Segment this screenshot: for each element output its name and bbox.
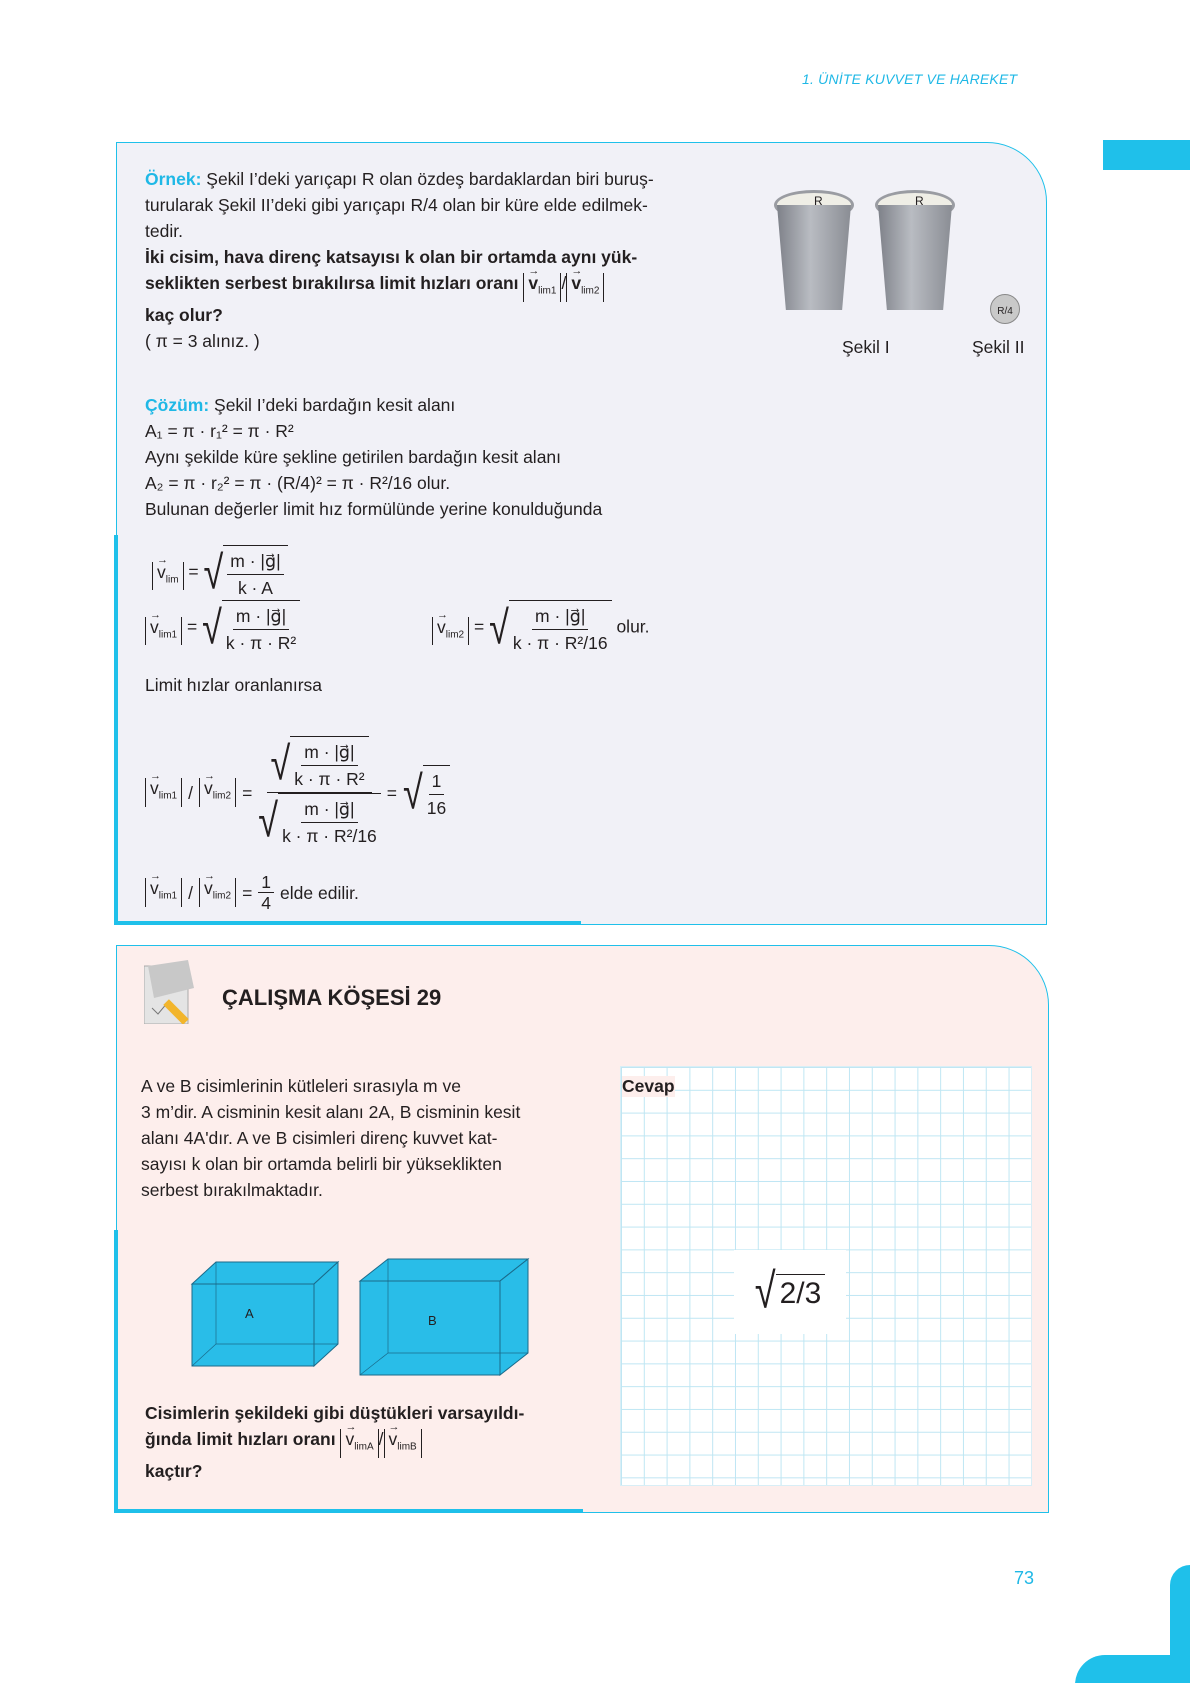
- text: /: [188, 782, 193, 803]
- note: ( π = 3 alınız. ): [145, 330, 260, 351]
- text: → v: [150, 778, 159, 798]
- limit-formula: → $v_{lim}$ = √ $\frac{m \cdot |g⃗|}{k \cdot A}$: [152, 545, 288, 601]
- text: elde edilir.: [280, 882, 359, 903]
- text: → v: [437, 617, 446, 637]
- text: lim2: [581, 285, 600, 297]
- cube-label: A: [245, 1306, 254, 1321]
- limit-formula-2: → $v_{lim2}$ = √ $\frac{m \cdot |g⃗|}{\text{k · π · R²/16}}$ olur.: [432, 600, 650, 656]
- radius-label: R: [814, 194, 823, 208]
- text: 2/3: [776, 1274, 826, 1311]
- solution-label: Çözüm:: [145, 395, 210, 415]
- text: ğında limit hızları oranı: [145, 1429, 336, 1449]
- text: =: [242, 782, 253, 803]
- text: limA: [354, 1441, 374, 1453]
- unit-header: 1. ÜNİTE KUVVET VE HAREKET: [802, 71, 1018, 87]
- text: /: [378, 1429, 384, 1449]
- answer-label: Cevap: [622, 1076, 675, 1096]
- radius-label: R: [915, 194, 924, 208]
- text: → v: [571, 273, 581, 293]
- text: k · A: [237, 578, 273, 598]
- text: lim2: [212, 890, 232, 902]
- text: =: [242, 882, 253, 903]
- notepad-pencil-icon: [144, 958, 202, 1024]
- text: m · |g⃗|: [227, 548, 283, 575]
- question: İki cisim, hava direnç katsayısı k olan bir ortamda aynı yük-: [145, 247, 638, 267]
- practice-title: ÇALIŞMA KÖŞESİ 29: [222, 985, 442, 1010]
- box-accent: [114, 535, 118, 925]
- text: lim1: [158, 890, 178, 902]
- text: 16: [426, 797, 447, 818]
- example-text: [145, 166, 765, 354]
- text: → v: [150, 878, 159, 898]
- text: tedir.: [145, 221, 183, 241]
- text: serbest bırakılmaktadır.: [141, 1180, 323, 1200]
- text: k · π · R²/16: [512, 633, 608, 653]
- question: kaç olur?: [145, 304, 223, 325]
- text: limB: [397, 1441, 417, 1453]
- practice-text: [141, 1073, 601, 1203]
- text: Şekil I’deki bardağın kesit alanı: [209, 395, 456, 415]
- practice-question: [145, 1400, 615, 1484]
- text: Cisimlerin şekildeki gibi düştükleri varsayıldı-: [145, 1403, 525, 1423]
- result-formula: [145, 872, 359, 913]
- text: kaçtır?: [145, 1460, 203, 1481]
- text: k · π · R²/16: [282, 826, 377, 846]
- figure-caption: Şekil II: [972, 337, 1025, 357]
- cube-b: [358, 1257, 530, 1382]
- text: 1: [429, 768, 445, 795]
- text: m · |g⃗|: [233, 603, 289, 630]
- text: m · |g⃗|: [301, 739, 357, 766]
- text: alanı 4A'dır. A ve B cisimleri direnç kuvvet kat-: [141, 1128, 498, 1148]
- answer-value: √ 2/3: [734, 1250, 846, 1334]
- text: =: [386, 782, 398, 803]
- text: Bulunan değerler limit hız formülünde yerine konulduğunda: [145, 499, 603, 519]
- text: 3 m’dir. A cisminin kesit alanı 2A, B cisminin kesit: [141, 1102, 521, 1122]
- text: k · π · R²: [294, 769, 365, 789]
- box-accent: [114, 1509, 583, 1513]
- question: seklikten serbest bırakılırsa limit hızları oranı: [145, 273, 519, 293]
- box-accent: [114, 921, 581, 925]
- solution-text: [145, 392, 845, 522]
- text: lim2: [212, 790, 232, 802]
- text: → v: [150, 617, 159, 637]
- limit-formula-1: → $v_{lim1}$ = √ $\frac{m \cdot |g⃗|}{\text{k · π · R²}}$: [145, 600, 300, 656]
- text: /: [561, 273, 567, 293]
- text: lim: [165, 574, 179, 586]
- text: m · |g⃗|: [532, 603, 588, 630]
- text: Limit hızlar oranlanırsa: [145, 675, 323, 695]
- text: =: [188, 561, 199, 582]
- cup: [878, 205, 952, 310]
- text: olur.: [616, 616, 650, 637]
- corner-tab: [1075, 1655, 1190, 1683]
- crumpled-sphere: R/4: [990, 294, 1020, 324]
- text: → v: [204, 878, 213, 898]
- side-tab: [1103, 140, 1190, 170]
- text: → v: [345, 1429, 354, 1449]
- text: → v: [528, 273, 538, 293]
- cube-label: B: [428, 1313, 437, 1328]
- cup-figure-2: [875, 190, 955, 310]
- ratio-formula: → $v_{lim1}$ / → $v_{lim2}$ = √ $\frac{m \cdot |g⃗|}{\text{k · π · R²}}$ √ $\frac{m \cdot |g⃗|}{\text{k · π · R²/16}}$ = √ $\frac{1}{16}$: [145, 736, 450, 849]
- text: lim2: [445, 629, 465, 641]
- text: k · π · R²: [225, 633, 297, 653]
- v-lim2-magnitude: [566, 273, 604, 302]
- v-lim1-magnitude: [523, 273, 561, 302]
- text: A ve B cisimlerinin kütleleri sırasıyla m ve: [141, 1076, 461, 1096]
- equation: A₁ = π · r₁² = π · R²: [145, 421, 294, 441]
- figure-caption: Şekil I: [842, 337, 890, 357]
- text: Aynı şekilde küre şekline getirilen bardağın kesit alanı: [145, 447, 562, 467]
- page-number: 73: [1014, 1568, 1035, 1588]
- box-accent: [114, 1230, 118, 1513]
- cup-figure-1: [774, 190, 854, 310]
- text: turularak Şekil II’deki gibi yarıçapı R/4 olan bir küre elde edilmek-: [145, 195, 648, 215]
- text: → v: [204, 778, 213, 798]
- text: lim1: [538, 285, 557, 297]
- text: m · |g⃗|: [301, 796, 357, 823]
- text: 1: [258, 872, 274, 893]
- text: sayısı k olan bir ortamda belirli bir yükseklikten: [141, 1154, 502, 1174]
- text: /: [188, 882, 193, 903]
- equation: A₂ = π · r₂² = π · (R/4)² = π · R²/16 olur.: [145, 473, 451, 493]
- text: → v: [389, 1429, 398, 1449]
- text: Şekil I’deki yarıçapı R olan özdeş bardaklardan biri buruş-: [201, 169, 654, 189]
- text: → v: [157, 562, 166, 582]
- text: =: [473, 616, 485, 637]
- text: lim1: [158, 629, 178, 641]
- text: =: [186, 616, 198, 637]
- cube-a: [190, 1260, 340, 1375]
- text: lim1: [158, 790, 178, 802]
- example-label: Örnek:: [145, 169, 202, 189]
- cup: [777, 205, 851, 310]
- text: 4: [261, 893, 272, 913]
